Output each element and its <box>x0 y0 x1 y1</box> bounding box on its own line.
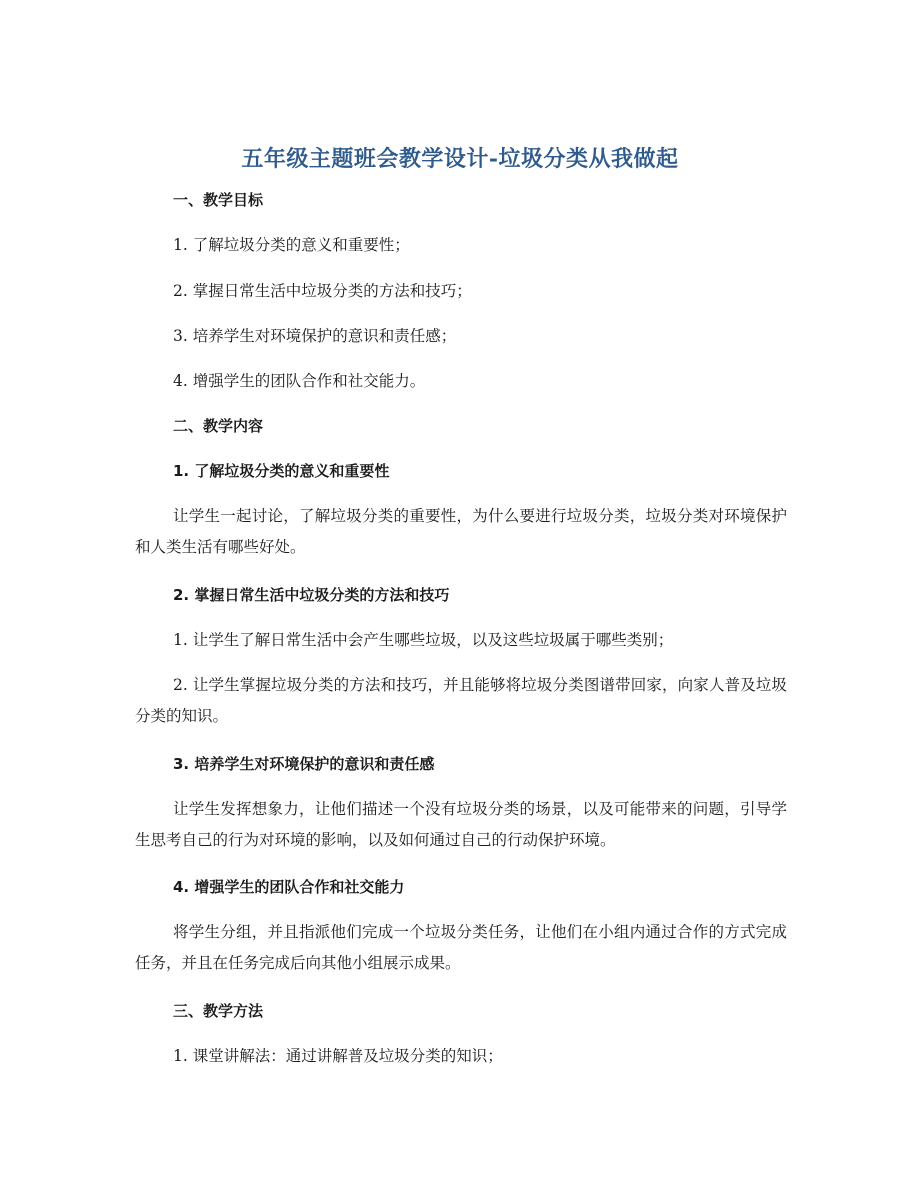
teaching-method-item: 1. 课堂讲解法：通过讲解普及垃圾分类的知识； <box>173 1047 503 1065</box>
objective-item: 3. 培养学生对环境保护的意识和责任感； <box>173 327 457 345</box>
section-heading-objectives: 一、教学目标 <box>173 191 264 209</box>
paragraph-teamwork: 将学生分组，并且指派他们完成一个垃圾分类任务，让他们在小组内通过合作的方式完成任务，并且在任务完成后向其他小组展示成果。 <box>135 923 787 972</box>
objective-item: 1. 了解垃圾分类的意义和重要性； <box>173 236 410 254</box>
paragraph-significance: 让学生一起讨论，了解垃圾分类的重要性，为什么要进行垃圾分类，垃圾分类对环境保护和人类生活有哪些好处。 <box>135 507 787 556</box>
methods-item-paragraph: 2. 让学生掌握垃圾分类的方法和技巧，并且能够将垃圾分类图谱带回家，向家人普及垃圾分类的知识。 <box>135 676 787 725</box>
objective-item: 2. 掌握日常生活中垃圾分类的方法和技巧； <box>173 282 472 300</box>
section-heading-teaching-methods: 三、教学方法 <box>173 1002 264 1020</box>
methods-item: 1. 让学生了解日常生活中会产生哪些垃圾，以及这些垃圾属于哪些类别； <box>173 631 674 649</box>
subheading-significance: 1. 了解垃圾分类的意义和重要性 <box>173 462 390 480</box>
section-heading-content: 二、教学内容 <box>173 417 264 435</box>
subheading-teamwork: 4. 增强学生的团队合作和社交能力 <box>173 878 405 896</box>
subheading-methods-skills: 2. 掌握日常生活中垃圾分类的方法和技巧 <box>173 586 450 604</box>
document-title: 五年级主题班会教学设计-垃圾分类从我做起 <box>241 146 679 172</box>
subheading-environment-awareness: 3. 培养学生对环境保护的意识和责任感 <box>173 755 435 773</box>
paragraph-environment-awareness: 让学生发挥想象力，让他们描述一个没有垃圾分类的场景，以及可能带来的问题，引导学生思考自己的行为对环境的影响，以及如何通过自己的行动保护环境。 <box>135 800 787 849</box>
objective-item: 4. 增强学生的团队合作和社交能力。 <box>173 372 426 390</box>
